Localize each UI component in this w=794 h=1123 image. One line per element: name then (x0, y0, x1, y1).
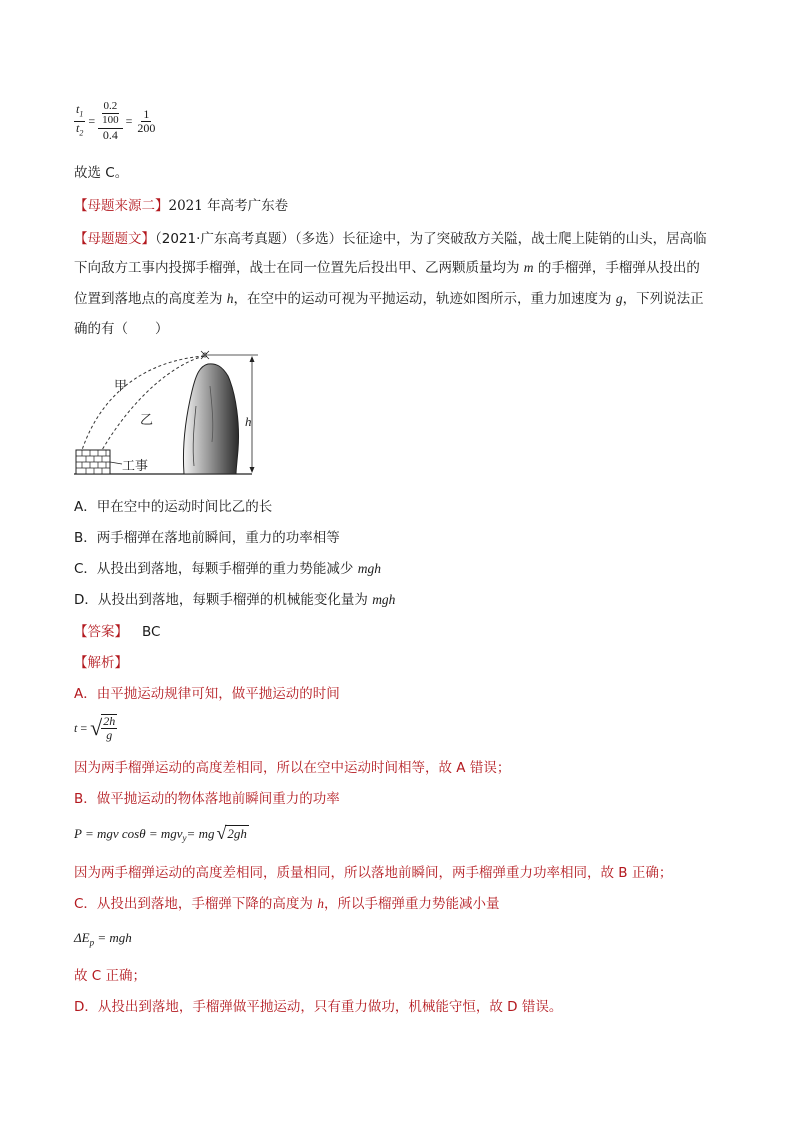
analysis-b2: 因为两手榴弹运动的高度差相同，质量相同，所以落地前瞬间，两手榴弹重力功率相同，故 B 正确； (74, 865, 673, 881)
answer-value: BC (142, 624, 161, 640)
question-label: 【母题题文】 (74, 231, 155, 247)
bunker (76, 450, 110, 474)
answer-label: 【答案】 (74, 624, 128, 640)
prev-conclusion: 故选 C。 (74, 165, 129, 181)
question-line-4: 确的有（ ） (74, 321, 169, 337)
analysis-d1: D．从投出到落地，手榴弹做平抛运动，只有重力做功，机械能守恒，故 D 错误。 (74, 999, 563, 1015)
figure-svg (74, 346, 274, 478)
question-line-3: 位置到落地点的高度差为 h，在空中的运动可视为平抛运动，轨迹如图所示，重力加速度为 g，下列说法正 (74, 291, 704, 307)
option-c[interactable]: C．从投出到落地，每颗手榴弹的重力势能减少 mgh (74, 561, 381, 577)
result-fraction: $\frac{1}{200}$ (137, 106, 156, 135)
label-jia: 甲 (114, 379, 128, 394)
option-d[interactable]: D．从投出到落地，每颗手榴弹的机械能变化量为 mgh (74, 592, 396, 608)
label-gongshi: 工事 (122, 459, 149, 474)
question-line-1: 【母题题文】（2021·广东高考真题）（多选）长征途中，为了突破敌方关隘，战士爬上陡销的山头，居高临 (74, 231, 707, 247)
power-formula: P = mgv cosθ = mgv $_y$ = mg √ 2gh (74, 823, 247, 843)
source-text: 2021 年高考广东卷 (168, 198, 289, 214)
time-formula: t = √ $\frac{2h}{g}$ (74, 714, 116, 742)
question-line-2: 下向敌方工事内投掷手榴弹，战士在同一位置先后投出甲、乙两颗质量均为 m 的手榴弹，手榴弹从投出的 (74, 260, 700, 276)
analysis-a2: 因为两手榴弹运动的高度差相同，所以在空中运动时间相等，故 A 错误； (74, 760, 511, 776)
trajectory-figure (74, 346, 274, 478)
label-h: h (245, 414, 252, 429)
option-b[interactable]: B．两手榴弹在落地前瞬间，重力的功率相等 (74, 530, 340, 546)
analysis-label: 【解析】 (74, 655, 128, 671)
rock (183, 364, 238, 474)
throw-point-icon (201, 351, 209, 359)
source-label: 【母题来源二】 (74, 198, 169, 214)
bunker-pointer (110, 462, 122, 464)
compound-fraction: $\frac{\frac{0.2}{100}}{0.4}$ (98, 100, 123, 142)
height-arrow-up (250, 356, 255, 362)
answer-line (74, 623, 160, 641)
option-a[interactable]: A．甲在空中的运动时间比乙的长 (74, 499, 273, 515)
analysis-c1: C．从投出到落地，手榴弹下降的高度为 h，所以手榴弹重力势能减小量 (74, 896, 500, 912)
analysis-b1: B．做平抛运动的物体落地前瞬间重力的功率 (74, 791, 340, 807)
height-arrow-down (250, 467, 255, 473)
analysis-a1: A．由平抛运动规律可知，做平抛运动的时间 (74, 686, 340, 702)
t-ratio: $\frac{t_1}{t_2}$ (76, 102, 84, 137)
potential-energy-formula: $\Delta E_p$ = mgh (74, 930, 132, 948)
label-yi: 乙 (140, 413, 154, 428)
source-line (74, 197, 288, 215)
analysis-c2: 故 C 正确； (74, 968, 147, 984)
ratio-formula: $\frac{t_1}{t_2}$ = $\frac{\frac{0.2}{100}}{0.4}$ = $\frac{1}{200}$ (76, 100, 156, 142)
